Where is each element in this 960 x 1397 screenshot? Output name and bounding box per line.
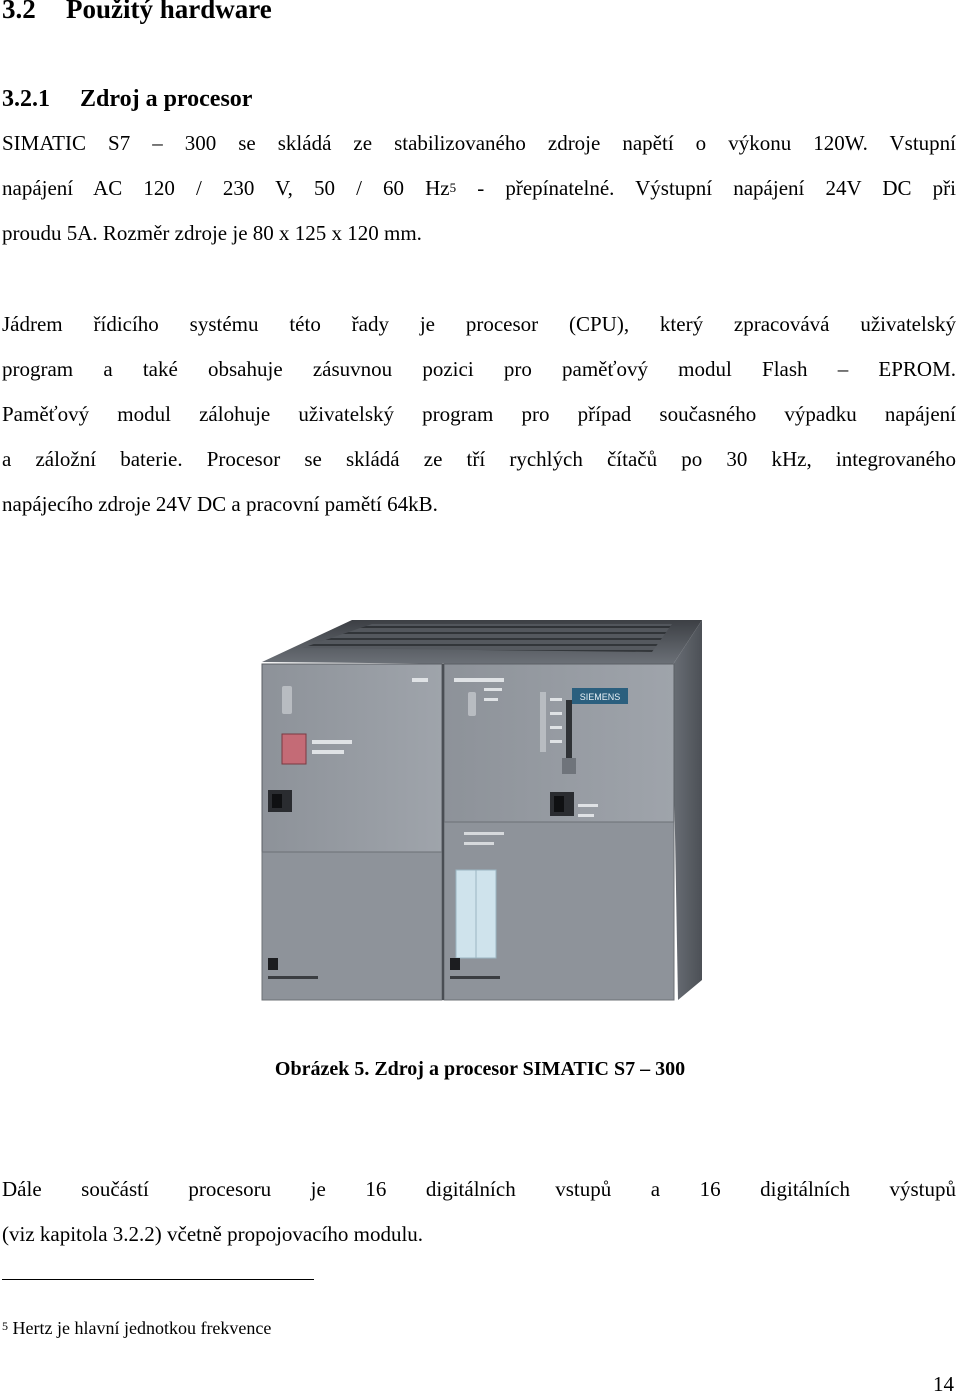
text-line: napájení AC 120 / 230 V, 50 / 60 Hz$^5$ - přepínatelné. Výstupní napájení 24V DC při	[2, 176, 956, 200]
text-line: a záložní baterie. Procesor se skládá ze tří rychlých čítačů po 30 kHz, integrovaného	[2, 447, 956, 471]
text-line: Dále součástí procesoru je 16 digitálních vstupů a 16 digitálních výstupů	[2, 1177, 956, 1201]
paragraph-io	[2, 1167, 956, 1257]
text-line: (viz kapitola 3.2.2) včetně propojovacího modulu.	[2, 1222, 424, 1246]
plc-photo	[232, 608, 712, 1026]
section-heading	[2, 0, 272, 25]
subsection-heading	[2, 86, 252, 113]
page-number: 14	[933, 1372, 954, 1396]
subsection-number: 3.2.1	[2, 86, 50, 112]
text-line: proudu 5A. Rozměr zdroje je 80 x 125 x 120 mm.	[2, 221, 422, 245]
section-title: Použitý hardware	[66, 0, 272, 24]
paragraph-cpu	[2, 302, 956, 527]
text-line: napájecího zdroje 24V DC a pracovní pamětí 64kB.	[2, 492, 438, 516]
figure-caption: Obrázek 5. Zdroj a procesor SIMATIC S7 – 300	[274, 1058, 686, 1080]
text-line: program a také obsahuje zásuvnou pozici pro paměťový modul Flash – EPROM.	[2, 357, 956, 381]
footnote-separator	[2, 1279, 314, 1280]
section-number: 3.2	[2, 0, 36, 24]
footnote-ref: 5	[449, 180, 457, 195]
footnote-mark: 5	[2, 1319, 8, 1333]
subsection-title: Zdroj a procesor	[80, 86, 253, 112]
text-line: SIMATIC S7 – 300 se skládá ze stabilizovaného zdroje napětí o výkonu 120W. Vstupní	[2, 131, 956, 155]
footnote-text: Hertz je hlavní jednotkou frekvence	[12, 1318, 272, 1338]
footnote	[2, 1318, 271, 1339]
brand-label: SIEMENS	[579, 692, 621, 702]
text-line: Paměťový modul zálohuje uživatelský program pro případ současného výpadku napájení	[2, 402, 956, 426]
paragraph-power-supply	[2, 121, 956, 256]
text-line: Jádrem řídicího systému této řady je procesor (CPU), který zpracovává uživatelský	[2, 312, 956, 336]
